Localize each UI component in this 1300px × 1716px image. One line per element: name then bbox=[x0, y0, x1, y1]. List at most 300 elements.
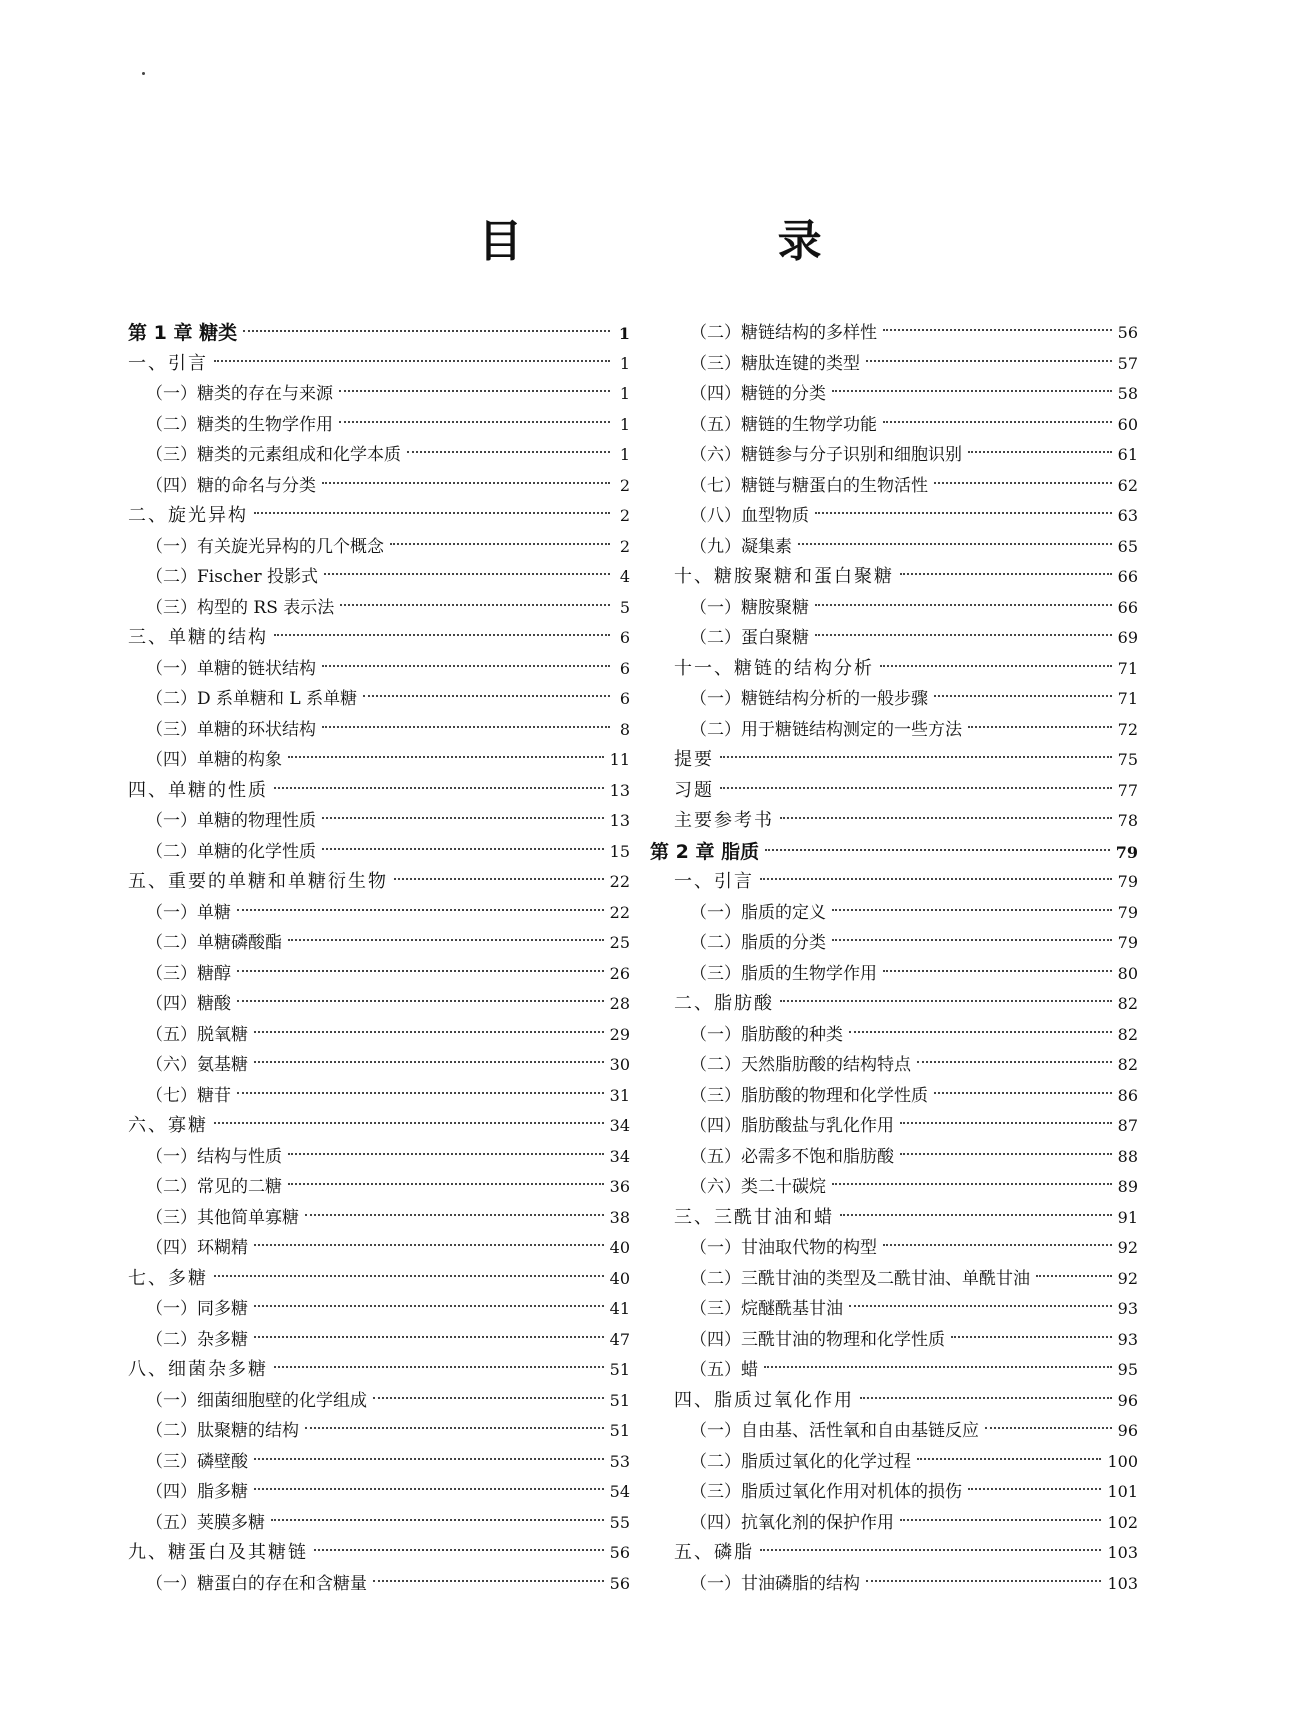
toc-entry-label: （三）脂肪酸的物理和化学性质 bbox=[690, 1085, 928, 1106]
toc-entry-page-number: 89 bbox=[1117, 1177, 1138, 1196]
toc-entry[interactable] bbox=[650, 1203, 1138, 1234]
toc-entry-label: （四）环糊精 bbox=[146, 1238, 248, 1258]
toc-entry-page-number: 1 bbox=[619, 414, 630, 434]
toc-entry-page-number: 78 bbox=[1117, 811, 1138, 830]
toc-entry[interactable] bbox=[650, 623, 1138, 654]
dot-leader bbox=[407, 451, 610, 453]
dot-leader bbox=[815, 604, 1112, 606]
toc-entry-label: 五、重要的单糖和单糖衍生物 bbox=[128, 871, 388, 892]
toc-entry-page-number: 65 bbox=[1117, 536, 1138, 556]
toc-entry-page-number: 92 bbox=[1117, 1268, 1138, 1288]
toc-entry[interactable] bbox=[128, 837, 630, 868]
dot-leader bbox=[832, 909, 1112, 911]
toc-entry[interactable] bbox=[128, 1172, 630, 1203]
toc-entry-label: （二）蛋白聚糖 bbox=[690, 628, 809, 648]
toc-entry-page-number: 53 bbox=[609, 1451, 630, 1471]
toc-entry[interactable] bbox=[650, 1355, 1138, 1386]
toc-entry[interactable] bbox=[650, 532, 1138, 563]
toc-entry-label: （一）甘油取代物的构型 bbox=[690, 1238, 877, 1258]
toc-entry-label: （三）单糖的环状结构 bbox=[146, 719, 316, 740]
toc-entry[interactable] bbox=[650, 959, 1138, 990]
dot-leader bbox=[968, 451, 1112, 453]
toc-entry-label: 十一、糖链的结构分析 bbox=[674, 657, 874, 679]
toc-entry[interactable] bbox=[650, 867, 1138, 898]
toc-entry-label: （一）单糖的链状结构 bbox=[146, 658, 316, 679]
toc-entry-label: （二）用于糖链结构测定的一些方法 bbox=[690, 719, 962, 740]
toc-entry[interactable] bbox=[650, 1508, 1138, 1539]
toc-entry-label: （三）脂质的生物学作用 bbox=[690, 963, 877, 984]
toc-entry[interactable] bbox=[650, 1020, 1138, 1051]
toc-entry-label: （一）有关旋光异构的几个概念 bbox=[146, 536, 384, 557]
toc-entry[interactable] bbox=[128, 471, 630, 502]
toc-entry[interactable] bbox=[128, 1569, 630, 1600]
toc-entry[interactable] bbox=[128, 1355, 630, 1386]
toc-entry-page-number: 51 bbox=[609, 1421, 630, 1440]
toc-entry-label: （三）糖醇 bbox=[146, 963, 231, 984]
dot-leader bbox=[900, 1153, 1112, 1155]
toc-entry-page-number: 60 bbox=[1117, 414, 1138, 434]
toc-entry-label: 六、寡糖 bbox=[128, 1115, 208, 1136]
toc-entry-label: 九、糖蛋白及其糖链 bbox=[128, 1542, 308, 1563]
toc-entry-page-number: 80 bbox=[1117, 963, 1138, 983]
toc-entry-label: （二）D 系单糖和 L 系单糖 bbox=[146, 689, 358, 709]
toc-entry-label: （一）自由基、活性氧和自由基链反应 bbox=[690, 1421, 979, 1441]
toc-entry[interactable] bbox=[650, 562, 1138, 593]
toc-entry[interactable] bbox=[650, 1050, 1138, 1081]
dot-leader bbox=[237, 1000, 604, 1002]
toc-entry-label: （八）血型物质 bbox=[690, 506, 809, 526]
toc-entry-page-number: 13 bbox=[609, 780, 630, 800]
toc-entry-page-number: 26 bbox=[609, 963, 630, 983]
toc-entry-page-number: 15 bbox=[609, 841, 630, 861]
toc-entry[interactable] bbox=[128, 1142, 630, 1173]
dot-leader bbox=[815, 634, 1112, 636]
toc-entry[interactable] bbox=[650, 501, 1138, 532]
toc-entry-label: （二）糖类的生物学作用 bbox=[146, 414, 333, 435]
dot-leader bbox=[720, 756, 1112, 758]
toc-entry[interactable] bbox=[128, 410, 630, 441]
toc-entry-label: （四）脂肪酸盐与乳化作用 bbox=[690, 1116, 894, 1136]
toc-entry-label: （二）三酰甘油的类型及二酰甘油、单酰甘油 bbox=[690, 1268, 1030, 1289]
toc-entry-label: （三）糖肽连键的类型 bbox=[690, 353, 860, 374]
toc-entry[interactable] bbox=[650, 776, 1138, 807]
toc-entry-page-number: 54 bbox=[609, 1482, 630, 1501]
dot-leader bbox=[832, 390, 1112, 392]
toc-entry[interactable] bbox=[128, 867, 630, 898]
dot-leader bbox=[254, 1458, 604, 1460]
toc-entry-page-number: 86 bbox=[1117, 1085, 1138, 1105]
toc-entry-label: （五）蜡 bbox=[690, 1360, 758, 1380]
dot-leader bbox=[883, 1244, 1112, 1246]
toc-entry[interactable] bbox=[128, 806, 630, 837]
toc-entry-page-number: 1 bbox=[618, 324, 630, 343]
toc-entry[interactable] bbox=[128, 440, 630, 471]
toc-entry-page-number: 29 bbox=[609, 1024, 630, 1044]
dot-leader bbox=[832, 1183, 1112, 1185]
toc-entry-label: （二）单糖的化学性质 bbox=[146, 841, 316, 862]
toc-entry-page-number: 79 bbox=[1115, 842, 1138, 862]
toc-entry[interactable] bbox=[128, 623, 630, 654]
dot-leader bbox=[214, 360, 610, 362]
toc-entry-label: （四）糖酸 bbox=[146, 994, 231, 1014]
toc-entry-page-number: 95 bbox=[1117, 1360, 1138, 1379]
toc-entry-page-number: 1 bbox=[619, 353, 630, 373]
toc-entry[interactable] bbox=[128, 776, 630, 807]
toc-entry-label: （九）凝集素 bbox=[690, 536, 792, 557]
toc-entry[interactable] bbox=[128, 959, 630, 990]
dot-leader bbox=[254, 1031, 604, 1033]
toc-entry-page-number: 51 bbox=[609, 1360, 630, 1379]
toc-entry-label: 第 2 章 脂质 bbox=[650, 840, 760, 863]
dot-leader bbox=[373, 1580, 604, 1582]
toc-entry-page-number: 82 bbox=[1117, 994, 1138, 1013]
toc-entry-page-number: 22 bbox=[609, 872, 630, 891]
toc-entry[interactable] bbox=[128, 898, 630, 929]
toc-entry[interactable] bbox=[650, 684, 1138, 715]
toc-entry-page-number: 91 bbox=[1117, 1207, 1138, 1227]
toc-entry-page-number: 56 bbox=[1117, 323, 1138, 342]
dot-leader bbox=[322, 817, 604, 819]
toc-entry-page-number: 66 bbox=[1117, 567, 1138, 586]
toc-entry-label: 一、引言 bbox=[674, 871, 754, 892]
toc-entry[interactable] bbox=[128, 1111, 630, 1142]
dot-leader bbox=[780, 817, 1112, 819]
toc-entry[interactable] bbox=[128, 1508, 630, 1539]
toc-entry-page-number: 2 bbox=[619, 506, 630, 525]
toc-entry[interactable] bbox=[128, 1294, 630, 1325]
toc-entry-label: （一）糖蛋白的存在和含糖量 bbox=[146, 1573, 367, 1594]
dot-leader bbox=[237, 970, 604, 972]
dot-leader bbox=[305, 1214, 604, 1216]
toc-entry[interactable] bbox=[650, 1142, 1138, 1173]
dot-leader bbox=[288, 756, 604, 758]
toc-entry-page-number: 66 bbox=[1117, 597, 1138, 617]
dot-leader bbox=[322, 665, 610, 667]
toc-entry-label: 提要 bbox=[674, 749, 714, 770]
toc-entry-page-number: 38 bbox=[609, 1207, 630, 1227]
dot-leader bbox=[951, 1336, 1112, 1338]
toc-entry[interactable] bbox=[650, 318, 1138, 349]
toc-entry-page-number: 47 bbox=[609, 1329, 630, 1349]
dot-leader bbox=[305, 1427, 604, 1429]
toc-entry[interactable] bbox=[650, 837, 1138, 868]
toc-entry[interactable] bbox=[650, 715, 1138, 746]
toc-entry-label: （四）三酰甘油的物理和化学性质 bbox=[690, 1329, 945, 1350]
toc-entry-label: （六）氨基糖 bbox=[146, 1055, 248, 1075]
dot-leader bbox=[900, 1122, 1112, 1124]
toc-entry-label: （一）结构与性质 bbox=[146, 1146, 282, 1167]
toc-entry-page-number: 4 bbox=[619, 567, 630, 586]
dot-leader bbox=[314, 1549, 604, 1551]
toc-left-column bbox=[128, 318, 630, 1599]
toc-entry[interactable] bbox=[650, 745, 1138, 776]
dot-leader bbox=[883, 329, 1112, 331]
toc-entry[interactable] bbox=[128, 1081, 630, 1112]
dot-leader bbox=[880, 665, 1112, 667]
toc-entry[interactable] bbox=[128, 1447, 630, 1478]
toc-entry[interactable] bbox=[128, 715, 630, 746]
toc-entry-label: （五）脱氧糖 bbox=[146, 1024, 248, 1045]
toc-entry-label: （一）细菌细胞壁的化学组成 bbox=[146, 1390, 367, 1411]
toc-entry[interactable] bbox=[128, 379, 630, 410]
dot-leader bbox=[373, 1397, 604, 1399]
toc-entry[interactable] bbox=[128, 532, 630, 563]
toc-entry-label: 二、旋光异构 bbox=[128, 505, 248, 526]
dot-leader bbox=[254, 1244, 604, 1246]
toc-entry[interactable] bbox=[650, 410, 1138, 441]
toc-entry-page-number: 34 bbox=[609, 1116, 630, 1135]
toc-entry-page-number: 6 bbox=[619, 628, 630, 647]
toc-entry-label: （一）单糖的物理性质 bbox=[146, 811, 316, 831]
toc-entry-label: 三、三酰甘油和蜡 bbox=[674, 1206, 834, 1228]
toc-entry[interactable] bbox=[650, 349, 1138, 380]
dot-leader bbox=[985, 1427, 1112, 1429]
dot-leader bbox=[363, 695, 610, 697]
toc-entry[interactable] bbox=[650, 928, 1138, 959]
dot-leader bbox=[883, 421, 1112, 423]
toc-entry[interactable] bbox=[128, 501, 630, 532]
toc-entry-page-number: 71 bbox=[1117, 658, 1138, 678]
toc-entry-page-number: 77 bbox=[1117, 780, 1138, 800]
dot-leader bbox=[968, 726, 1112, 728]
toc-entry[interactable] bbox=[650, 898, 1138, 929]
dot-leader bbox=[322, 482, 610, 484]
toc-entry[interactable] bbox=[650, 1447, 1138, 1478]
dot-leader bbox=[720, 787, 1112, 789]
toc-entry[interactable] bbox=[650, 1111, 1138, 1142]
toc-entry-label: （一）糖胺聚糖 bbox=[690, 597, 809, 618]
toc-entry-label: （一）脂质的定义 bbox=[690, 902, 826, 923]
toc-entry[interactable] bbox=[650, 471, 1138, 502]
toc-entry[interactable] bbox=[650, 1477, 1138, 1508]
toc-entry[interactable] bbox=[650, 1416, 1138, 1447]
dot-leader bbox=[254, 1336, 604, 1338]
dot-leader bbox=[1036, 1275, 1112, 1277]
toc-entry[interactable] bbox=[128, 1203, 630, 1234]
toc-entry-label: （一）糖链结构分析的一般步骤 bbox=[690, 689, 928, 709]
dot-leader bbox=[214, 1122, 604, 1124]
dot-leader bbox=[288, 939, 604, 941]
toc-entry[interactable] bbox=[128, 1325, 630, 1356]
toc-entry[interactable] bbox=[650, 379, 1138, 410]
toc-entry[interactable] bbox=[128, 593, 630, 624]
dot-leader bbox=[840, 1214, 1112, 1216]
toc-entry[interactable] bbox=[128, 349, 630, 380]
toc-entry-label: （四）单糖的构象 bbox=[146, 750, 282, 770]
toc-entry[interactable] bbox=[650, 1325, 1138, 1356]
toc-entry[interactable] bbox=[128, 1020, 630, 1051]
toc-entry-label: （七）糖苷 bbox=[146, 1085, 231, 1106]
toc-entry-page-number: 100 bbox=[1107, 1451, 1138, 1471]
dot-leader bbox=[917, 1061, 1112, 1063]
toc-entry-label: （二）单糖磷酸酯 bbox=[146, 933, 282, 953]
toc-entry-label: （二）杂多糖 bbox=[146, 1329, 248, 1350]
toc-entry-label: 七、多糖 bbox=[128, 1267, 208, 1289]
dot-leader bbox=[798, 543, 1112, 545]
page-title: 目 录 bbox=[478, 216, 942, 267]
toc-entry[interactable] bbox=[650, 1081, 1138, 1112]
dot-leader bbox=[760, 878, 1112, 880]
toc-entry-label: （四）糖的命名与分类 bbox=[146, 475, 316, 496]
toc-entry[interactable] bbox=[128, 1386, 630, 1417]
toc-entry-page-number: 22 bbox=[609, 902, 630, 922]
toc-entry[interactable] bbox=[650, 440, 1138, 471]
toc-entry-page-number: 79 bbox=[1117, 872, 1138, 891]
toc-entry-page-number: 79 bbox=[1117, 933, 1138, 952]
toc-entry-page-number: 13 bbox=[609, 811, 630, 830]
toc-entry[interactable] bbox=[650, 1538, 1138, 1569]
dot-leader bbox=[883, 970, 1112, 972]
toc-entry-page-number: 6 bbox=[619, 658, 630, 678]
dot-leader bbox=[832, 939, 1112, 941]
dot-leader bbox=[866, 1580, 1101, 1582]
toc-entry-page-number: 87 bbox=[1117, 1116, 1138, 1135]
toc-entry-page-number: 8 bbox=[619, 719, 630, 739]
toc-entry[interactable] bbox=[128, 684, 630, 715]
toc-entry[interactable] bbox=[650, 989, 1138, 1020]
toc-entry-label: （三）磷壁酸 bbox=[146, 1451, 248, 1472]
toc-entry[interactable] bbox=[650, 1386, 1138, 1417]
toc-entry[interactable] bbox=[128, 1416, 630, 1447]
toc-entry-page-number: 101 bbox=[1107, 1482, 1138, 1501]
toc-entry-page-number: 102 bbox=[1107, 1512, 1138, 1532]
toc-entry-label: 主要参考书 bbox=[674, 810, 774, 831]
dot-leader bbox=[968, 1488, 1101, 1490]
dot-leader bbox=[860, 1397, 1112, 1399]
dot-leader bbox=[322, 848, 604, 850]
toc-entry-page-number: 82 bbox=[1117, 1055, 1138, 1074]
toc-entry[interactable] bbox=[128, 318, 630, 349]
toc-entry[interactable] bbox=[128, 1538, 630, 1569]
toc-entry-page-number: 63 bbox=[1117, 506, 1138, 525]
toc-entry-label: 八、细菌杂多糖 bbox=[128, 1359, 268, 1380]
toc-entry-page-number: 93 bbox=[1117, 1299, 1138, 1318]
toc-entry-page-number: 1 bbox=[619, 445, 630, 464]
toc-entry-page-number: 56 bbox=[609, 1573, 630, 1593]
toc-entry[interactable] bbox=[650, 1233, 1138, 1264]
toc-entry-label: （四）抗氧化剂的保护作用 bbox=[690, 1512, 894, 1533]
toc-entry[interactable] bbox=[128, 745, 630, 776]
toc-entry-page-number: 96 bbox=[1117, 1421, 1138, 1440]
scan-speck bbox=[142, 72, 145, 75]
toc-entry-page-number: 6 bbox=[619, 689, 630, 708]
toc-entry-page-number: 71 bbox=[1117, 689, 1138, 708]
toc-entry-label: 第 1 章 糖类 bbox=[128, 322, 238, 344]
toc-entry[interactable] bbox=[650, 593, 1138, 624]
toc-entry-page-number: 103 bbox=[1107, 1573, 1138, 1593]
toc-entry[interactable] bbox=[650, 806, 1138, 837]
toc-entry[interactable] bbox=[650, 1569, 1138, 1600]
toc-entry-label: 习题 bbox=[674, 779, 714, 801]
toc-entry-page-number: 88 bbox=[1117, 1146, 1138, 1166]
dot-leader bbox=[394, 878, 604, 880]
toc-entry-page-number: 82 bbox=[1117, 1024, 1138, 1044]
toc-entry[interactable] bbox=[128, 562, 630, 593]
toc-entry-label: 二、脂肪酸 bbox=[674, 993, 774, 1014]
toc-entry-label: （三）糖类的元素组成和化学本质 bbox=[146, 445, 401, 465]
toc-entry-page-number: 72 bbox=[1117, 719, 1138, 739]
toc-entry-label: （二）脂质过氧化的化学过程 bbox=[690, 1451, 911, 1472]
toc-entry-label: （一）同多糖 bbox=[146, 1299, 248, 1319]
toc-entry-page-number: 25 bbox=[609, 933, 630, 952]
toc-entry[interactable] bbox=[128, 654, 630, 685]
dot-leader bbox=[760, 1549, 1101, 1551]
toc-entry[interactable] bbox=[650, 1294, 1138, 1325]
dot-leader bbox=[254, 1305, 604, 1307]
toc-entry[interactable] bbox=[128, 1233, 630, 1264]
toc-entry-page-number: 36 bbox=[609, 1177, 630, 1196]
toc-entry-label: （三）烷醚酰基甘油 bbox=[690, 1299, 843, 1319]
toc-entry[interactable] bbox=[128, 1050, 630, 1081]
dot-leader bbox=[900, 1519, 1101, 1521]
dot-leader bbox=[274, 1366, 604, 1368]
toc-entry-label: 十、糖胺聚糖和蛋白聚糖 bbox=[674, 566, 894, 587]
dot-leader bbox=[815, 512, 1112, 514]
toc-entry-label: 三、单糖的结构 bbox=[128, 627, 268, 648]
toc-entry-page-number: 56 bbox=[609, 1543, 630, 1562]
toc-entry-label: 五、磷脂 bbox=[674, 1542, 754, 1563]
dot-leader bbox=[917, 1458, 1101, 1460]
toc-entry-page-number: 31 bbox=[609, 1085, 630, 1105]
dot-leader bbox=[324, 573, 610, 575]
toc-entry-label: （三）脂质过氧化作用对机体的损伤 bbox=[690, 1482, 962, 1502]
toc-entry-label: （一）甘油磷脂的结构 bbox=[690, 1573, 860, 1594]
toc-entry-page-number: 41 bbox=[609, 1299, 630, 1318]
toc-entry-label: （五）糖链的生物学功能 bbox=[690, 414, 877, 435]
toc-right-column bbox=[650, 318, 1138, 1599]
toc-entry-label: 四、单糖的性质 bbox=[128, 779, 268, 801]
toc-entry-page-number: 40 bbox=[609, 1268, 630, 1288]
dot-leader bbox=[288, 1183, 604, 1185]
toc-entry-page-number: 75 bbox=[1117, 750, 1138, 769]
dot-leader bbox=[288, 1153, 604, 1155]
toc-entry-page-number: 55 bbox=[609, 1512, 630, 1532]
toc-entry-label: （二）常见的二糖 bbox=[146, 1177, 282, 1197]
toc-entry-label: （二）Fischer 投影式 bbox=[146, 567, 319, 587]
toc-entry-page-number: 96 bbox=[1117, 1390, 1138, 1410]
toc-entry-page-number: 58 bbox=[1117, 384, 1138, 403]
toc-entry-label: （四）糖链的分类 bbox=[690, 384, 826, 404]
dot-leader bbox=[254, 1061, 604, 1063]
toc-entry[interactable] bbox=[128, 1264, 630, 1295]
toc-entry-page-number: 69 bbox=[1117, 628, 1138, 647]
dot-leader bbox=[900, 573, 1112, 575]
toc-entry-label: （五）必需多不饱和脂肪酸 bbox=[690, 1146, 894, 1167]
toc-entry-label: （七）糖链与糖蛋白的生物活性 bbox=[690, 475, 928, 496]
toc-entry[interactable] bbox=[650, 1172, 1138, 1203]
toc-entry-page-number: 28 bbox=[609, 994, 630, 1013]
dot-leader bbox=[254, 512, 610, 514]
toc-entry-label: （一）单糖 bbox=[146, 902, 231, 923]
toc-entry-label: （四）脂多糖 bbox=[146, 1482, 248, 1502]
toc-entry[interactable] bbox=[650, 1264, 1138, 1295]
toc-entry[interactable] bbox=[128, 989, 630, 1020]
toc-entry-page-number: 5 bbox=[619, 597, 630, 617]
toc-entry-page-number: 11 bbox=[609, 750, 630, 769]
dot-leader bbox=[764, 1366, 1112, 1368]
dot-leader bbox=[390, 543, 610, 545]
toc-entry-label: （二）脂质的分类 bbox=[690, 933, 826, 953]
dot-leader bbox=[322, 726, 610, 728]
toc-entry-label: （一）糖类的存在与来源 bbox=[146, 384, 333, 404]
toc-entry[interactable] bbox=[650, 654, 1138, 685]
dot-leader bbox=[339, 421, 610, 423]
toc-entry-page-number: 51 bbox=[609, 1390, 630, 1410]
dot-leader bbox=[237, 909, 604, 911]
toc-entry-page-number: 57 bbox=[1117, 353, 1138, 373]
toc-entry[interactable] bbox=[128, 928, 630, 959]
toc-entry[interactable] bbox=[128, 1477, 630, 1508]
